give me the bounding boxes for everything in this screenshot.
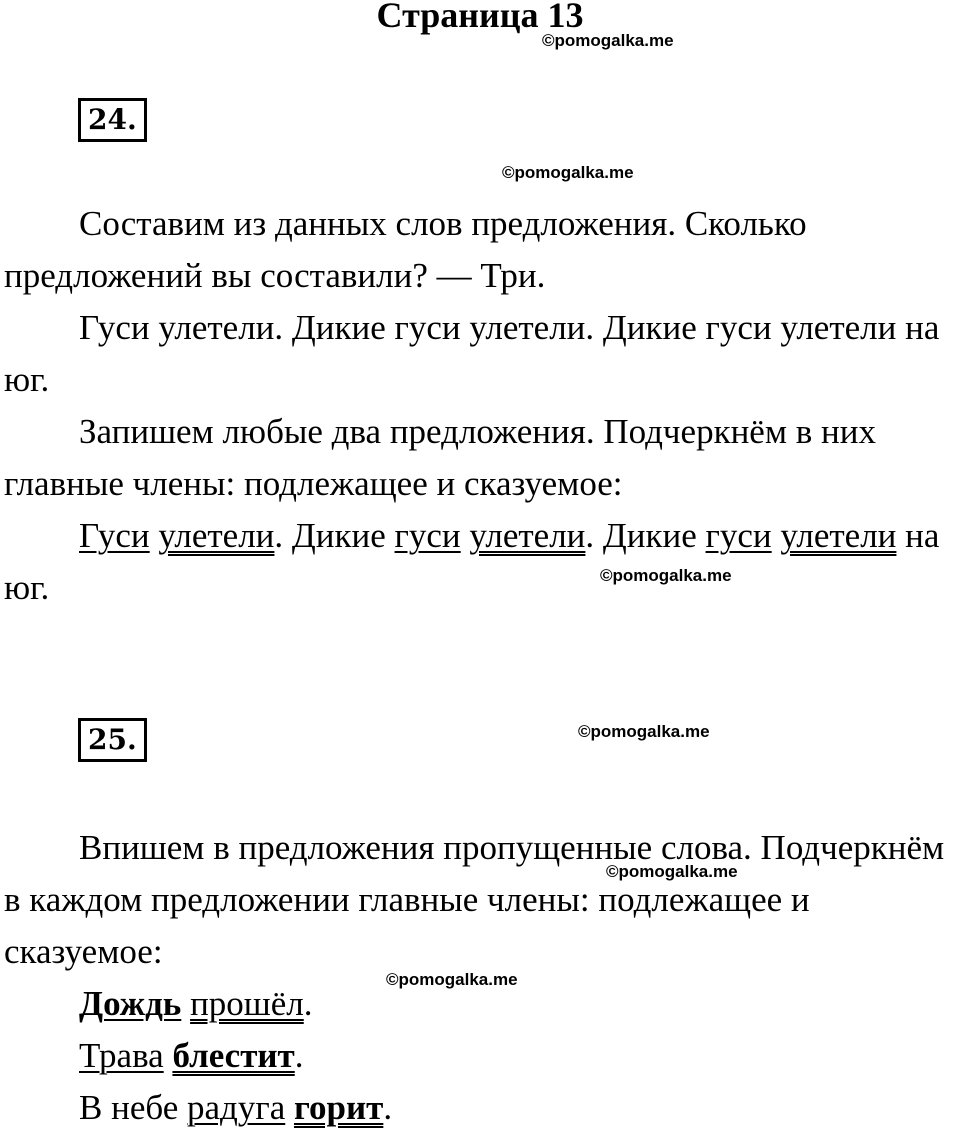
exercise-25-sentence-1 bbox=[4, 978, 960, 1030]
watermark: ©pomogalka.me bbox=[606, 862, 738, 881]
exercise-24-paragraph-3: Запишем любые два предложения. Подчеркнём в них главные члены: подлежащее и сказуемое: bbox=[4, 412, 876, 503]
predicate-word: улетели bbox=[780, 516, 897, 555]
exercise-25-paragraph-1: Впишем в предложения пропущенные слова. Подчеркнём в каждом предложении главные члены: подлежащее и сказуемое: bbox=[4, 828, 945, 971]
predicate-word: горит bbox=[293, 1088, 384, 1127]
predicate-word: прошёл bbox=[190, 984, 304, 1023]
watermark: ©pomogalka.me bbox=[578, 722, 710, 741]
exercise-24-paragraph-2: Гуси улетели. Дикие гуси улетели. Дикие гуси улетели на юг. bbox=[4, 308, 940, 399]
subject-word: радуга bbox=[187, 1088, 286, 1127]
subject-word: гуси bbox=[705, 516, 772, 555]
predicate-word: улетели bbox=[158, 516, 275, 555]
plain-text: . Дикие bbox=[585, 516, 706, 555]
plain-text: . bbox=[294, 1036, 304, 1075]
page-title: Страница 13 bbox=[376, 0, 584, 35]
exercise-number-24: 24. bbox=[78, 98, 147, 142]
predicate-word: блестит bbox=[172, 1036, 295, 1075]
exercise-25-sentence-3 bbox=[4, 1082, 960, 1134]
predicate-word: улетели bbox=[469, 516, 586, 555]
plain-text: . Дикие bbox=[274, 516, 395, 555]
watermark: ©pomogalka.me bbox=[386, 970, 518, 989]
watermark: ©pomogalka.me bbox=[600, 566, 732, 585]
plain-text bbox=[285, 1088, 294, 1127]
subject-word: гуси bbox=[394, 516, 461, 555]
exercise-24-analysis bbox=[4, 510, 960, 614]
plain-text: . bbox=[383, 1088, 393, 1127]
plain-text: . bbox=[303, 984, 313, 1023]
plain-text: В небе bbox=[79, 1088, 187, 1127]
watermark: ©pomogalka.me bbox=[542, 31, 674, 50]
exercise-25-sentence-2 bbox=[4, 1030, 960, 1082]
plain-text bbox=[181, 984, 190, 1023]
subject-word: Дождь bbox=[79, 984, 182, 1023]
exercise-number-25: 25. bbox=[78, 718, 147, 762]
watermark: ©pomogalka.me bbox=[502, 163, 634, 182]
plain-text: на юг. bbox=[4, 516, 940, 607]
exercise-24-paragraph-1: Составим из данных слов предложения. Сколько предложений вы составили? — Три. bbox=[4, 204, 807, 295]
subject-word: Гуси bbox=[79, 516, 150, 555]
subject-word: Трава bbox=[79, 1036, 164, 1075]
